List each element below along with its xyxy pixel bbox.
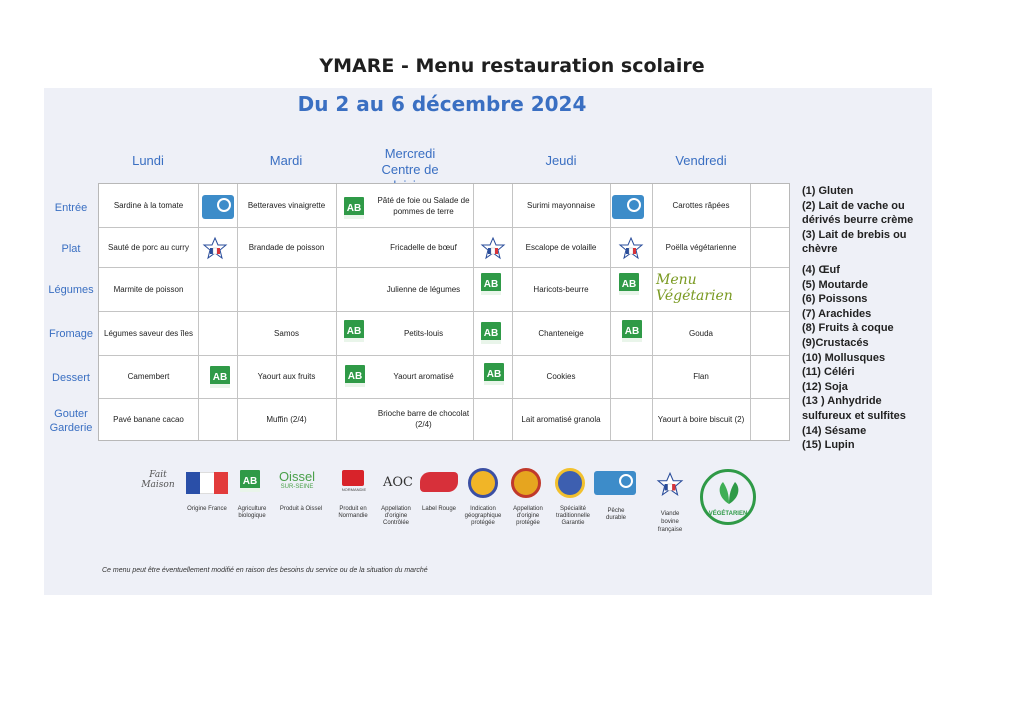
menu-table [98,183,790,441]
leaf-icon [715,480,743,506]
legend-caption: Label Rouge [421,506,457,512]
menu-cell: Lait aromatisé granola [521,414,601,424]
allergen-item: (14) Sésame [802,424,867,437]
menu-cell: Pâté de foie ou Salade de pommes de terre [377,195,470,216]
msc-sustainable-fishing-icon [202,195,234,219]
organic-ab-icon: AB [344,320,364,342]
label-rouge-icon [420,472,458,492]
legend-caption: Origine France [187,506,227,512]
menu-cell: Camembert [127,372,170,381]
day-header-mardi: Mardi [269,153,303,168]
menu-cell: Carottes râpées [672,201,730,210]
msc-sustainable-fishing-icon [594,471,636,495]
allergen-item: (13 ) Anhydride sulfureux et sulfites [802,395,906,422]
organic-ab-icon: AB [210,366,230,388]
organic-ab-icon: AB [481,273,501,295]
legend-caption: Produit à Oissel [279,506,323,512]
menu-cell: Cookies [546,372,576,381]
row-label-dessert: Dessert [52,372,90,384]
french-beef-icon [656,470,684,498]
row-label-plat: Plat [61,243,81,255]
igp-seal-icon [468,468,498,498]
stg-seal-icon [555,468,585,498]
aop-seal-icon [511,468,541,498]
french-beef-icon [618,236,644,260]
organic-ab-icon: AB [619,273,639,295]
organic-ab-icon: AB [344,197,364,219]
vegetarian-logo-text: VÉGÉTARIEN [708,511,748,517]
normandie-logo-label: NORMANDIE [341,487,367,492]
organic-ab-icon: AB [240,470,260,492]
allergen-item: (4) Œuf [802,263,840,276]
organic-ab-icon: AB [481,322,501,344]
menu-cell: Marmite de poisson [113,284,184,294]
allergen-item: (8) Fruits à coque [802,322,894,335]
menu-cell: Sauté de porc au curry [108,242,189,252]
day-header-lundi: Lundi [132,153,164,168]
legend-caption: Appellation d'origine Contrôlée [381,506,411,526]
vegetarian-leaf-logo [700,469,756,525]
menu-cell: Julienne de légumes [386,284,461,294]
fait-maison-logo: Fait Maison [141,470,175,490]
legend-caption: Agriculture biologique [237,506,267,519]
menu-cell: Brandade de poisson [248,242,325,252]
menu-cell: Gouda [688,328,714,338]
allergen-item: (7) Arachides [802,307,872,320]
page-subtitle: Du 2 au 6 décembre 2024 [297,92,587,116]
allergen-item: (15) Lupin [802,439,855,452]
allergens-list [802,184,932,453]
menu-cell: Muffin (2/4) [266,414,307,424]
menu-cell: Poëlla végétarienne [665,242,737,252]
menu-cell: Samos [274,328,299,338]
menu-cell: Petits-louis [403,328,444,338]
organic-ab-icon: AB [345,365,365,387]
allergen-item: (11) Céléri [802,366,855,379]
allergen-item: (12) Soja [802,380,848,393]
allergen-item: (2) Lait de vache ou dérivés beurre crème [802,199,914,227]
normandie-flag-icon [342,470,364,486]
day-header-jeudi: Jeudi [545,153,577,168]
msc-sustainable-fishing-icon [612,195,644,219]
page-title: YMARE - Menu restauration scolaire [319,55,705,77]
day-header-mercredi: Mercredi Centre de [381,146,439,177]
french-beef-icon [480,236,506,260]
allergen-item: (9)Crustacés [802,336,869,349]
french-beef-icon [202,236,228,260]
vegetarian-menu-label: Menu Végétarien [656,272,733,304]
legend-caption: Spécialité traditionnelle Garantie [555,506,591,526]
footer-note: Ce menu peut être éventuellement modifié en raison des besoins du service ou de la situation du marché [102,567,428,574]
legend-caption: Produit en Normandie [338,506,368,519]
menu-cell: Betteraves vinaigrette [247,201,326,210]
allergen-item: (1) Gluten [802,185,854,197]
legend-caption: Indication géographique protégée [464,506,502,526]
allergen-item: (5) Moutarde [802,278,868,291]
menu-cell: Escalope de volaille [525,242,597,252]
menu-cell: Fricadelle de bœuf [390,242,457,252]
menu-cell: Yaourt aux fruits [257,372,316,381]
aoc-logo: AOC [383,475,413,490]
legend-caption: Viande bovine française [657,511,683,533]
row-label-legumes: Légumes [48,284,94,296]
oissel-logo: Oissel [278,469,316,484]
menu-cell: Pavé banane cacao [113,414,184,424]
row-label-gouter: Gouter Garderie [49,408,93,434]
organic-ab-icon: AB [484,363,504,385]
allergen-item: (3) Lait de brebis ou chèvre [802,228,907,256]
allergen-item: (6) Poissons [802,293,868,306]
menu-cell: Chanteneige [538,328,584,338]
legend-caption: Appellation d'origine protégée [513,506,543,526]
menu-cell: Surimi mayonnaise [526,201,596,210]
oissel-logo-subtitle: SUR-SEINE [280,484,314,490]
row-label-fromage: Fromage [48,328,94,340]
allergen-item: (10) Mollusques [802,351,886,364]
legend-caption: Pêche durable [605,508,626,521]
organic-ab-icon: AB [622,320,642,342]
menu-cell: Brioche barre de chocolat (2/4) [377,409,470,429]
menu-cell: Haricots-beurre [533,284,589,294]
menu-cell: Yaourt à boire biscuit (2) [657,414,745,424]
day-header-vendredi: Vendredi [675,153,727,168]
menu-cell: Sardine à la tomate [113,201,184,210]
french-flag-icon [186,472,228,494]
menu-cell: Yaourt aromatisé [393,372,454,381]
row-label-entree: Entrée [54,202,88,214]
menu-cell: Légumes saveur des îles [104,328,193,338]
menu-cell: Flan [693,372,709,381]
